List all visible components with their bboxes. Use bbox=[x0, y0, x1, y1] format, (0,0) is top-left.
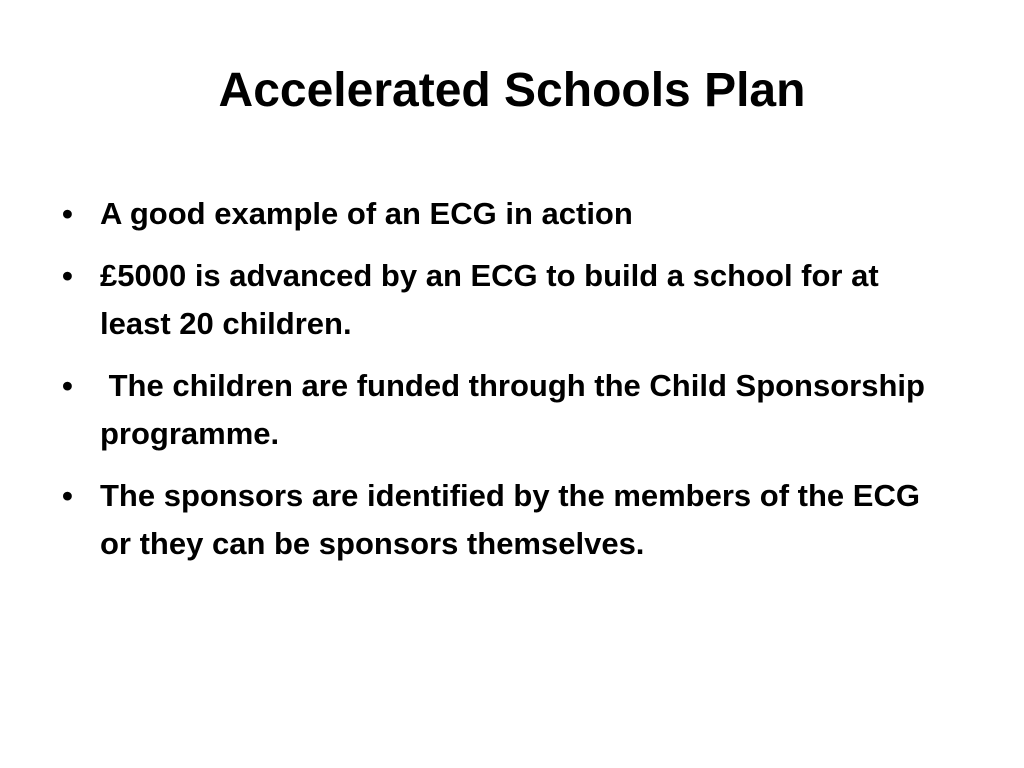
bullet-marker: • bbox=[62, 368, 73, 403]
bullet-item bbox=[60, 472, 950, 568]
bullet-list bbox=[60, 190, 950, 582]
bullet-item bbox=[60, 190, 950, 238]
bullet-marker: • bbox=[62, 258, 73, 293]
slide-title: Accelerated Schools Plan bbox=[218, 64, 806, 117]
bullet-marker: • bbox=[62, 478, 73, 513]
bullet-marker: • bbox=[62, 196, 73, 231]
bullet-item bbox=[60, 252, 950, 348]
bullet-text: The children are funded through the Child Sponsorship programme. bbox=[100, 368, 934, 451]
bullet-text: £5000 is advanced by an ECG to build a school for at least 20 children. bbox=[100, 258, 888, 341]
bullet-item bbox=[60, 362, 950, 458]
bullet-text: A good example of an ECG in action bbox=[100, 196, 633, 231]
bullet-text: The sponsors are identified by the members of the ECG or they can be sponsors themselves. bbox=[100, 478, 929, 561]
